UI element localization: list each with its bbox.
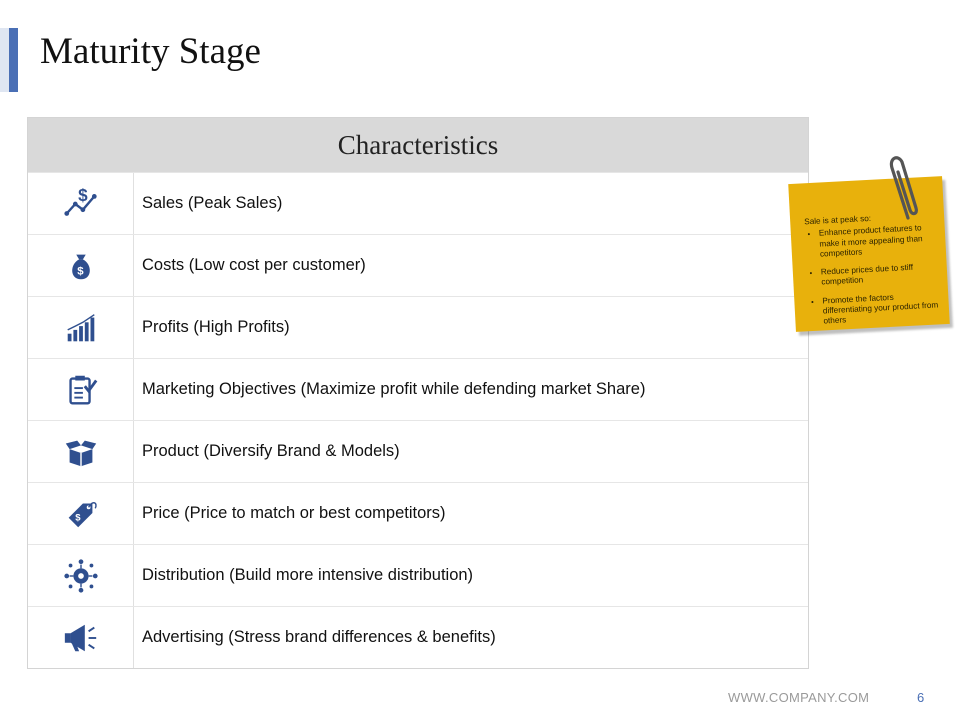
table-row-distribution (28, 544, 808, 606)
title-accent-bar (0, 28, 18, 92)
table-row-marketing (28, 358, 808, 420)
row-text: Advertising (Stress brand differences & benefits) (142, 628, 496, 646)
row-text: Sales (Peak Sales) (142, 194, 283, 212)
row-text: Distribution (Build more intensive distribution) (142, 566, 474, 584)
megaphone-icon (28, 607, 134, 668)
paperclip-icon (878, 152, 928, 224)
box-icon (28, 421, 134, 482)
note-bullets (805, 223, 940, 328)
clipboard-check-icon (28, 359, 134, 420)
characteristics-table (27, 117, 809, 669)
note-bullet: • Enhance product features to make it more appealing than competitors (819, 223, 936, 260)
note-bullet: • Reduce prices due to stiff competition (821, 261, 938, 288)
row-text: Costs (Low cost per customer) (142, 256, 366, 274)
svg-text:$: $ (74, 512, 81, 524)
price-tag-icon (28, 483, 134, 544)
table-row-price (28, 482, 808, 544)
row-text: Product (Diversify Brand & Models) (142, 442, 400, 460)
note-bullet: • Promote the factors differentiating your product from others (822, 290, 939, 327)
distribution-network-icon (28, 545, 134, 606)
table-row-advertising (28, 606, 808, 668)
row-text: Price (Price to match or best competitors) (142, 504, 446, 522)
dollar-chart-icon (28, 173, 134, 234)
bar-growth-icon (28, 297, 134, 358)
svg-text:$: $ (77, 185, 88, 205)
table-row-profits (28, 296, 808, 358)
row-text: Marketing Objectives (Maximize profit while defending market Share) (142, 380, 646, 398)
table-header: Characteristics (28, 118, 808, 172)
money-bag-icon (28, 235, 134, 296)
table-row-sales (28, 172, 808, 234)
note-heading: Sale is at peak so: (803, 213, 872, 227)
table-row-costs (28, 234, 808, 296)
row-text: Profits (High Profits) (142, 318, 290, 336)
page-number: 6 (917, 690, 925, 705)
note-content (804, 211, 940, 336)
slide-title: Maturity Stage (40, 31, 261, 72)
table-row-product (28, 420, 808, 482)
svg-text:$: $ (76, 265, 84, 278)
footer-url: WWW.COMPANY.COM (728, 690, 870, 705)
